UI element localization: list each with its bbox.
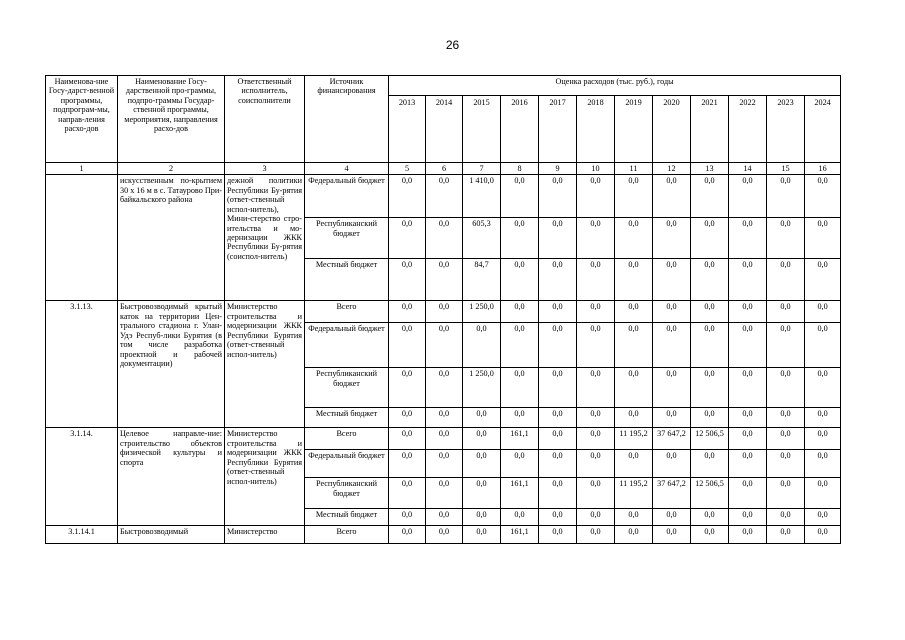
table-row [46, 526, 841, 544]
value-cell: 0,0 [615, 218, 653, 259]
value-cell: 0,0 [805, 301, 841, 323]
value-cell: 0,0 [767, 509, 805, 526]
header-year: 2023 [767, 96, 805, 163]
value-cell: 0,0 [463, 323, 501, 368]
value-cell: 0,0 [539, 509, 577, 526]
value-cell: 0,0 [615, 301, 653, 323]
value-cell: 0,0 [389, 323, 426, 368]
row-code: 3.1.14.1 [46, 526, 118, 544]
value-cell: 0,0 [805, 526, 841, 544]
header-event: Наименование Госу-дарственной про-граммы, подпро-граммы Государ-ственной программы, мероприятия, направления расхо-дов [118, 76, 225, 163]
value-cell: 0,0 [389, 218, 426, 259]
value-cell: 1 410,0 [463, 175, 501, 218]
column-number: 6 [426, 163, 463, 175]
value-cell: 0,0 [577, 259, 615, 301]
value-cell: 0,0 [539, 368, 577, 408]
value-cell: 0,0 [426, 509, 463, 526]
header-executor: Ответственный исполнитель, соисполнители [225, 76, 305, 163]
value-cell: 0,0 [729, 478, 767, 509]
header-year: 2021 [691, 96, 729, 163]
value-cell: 0,0 [615, 259, 653, 301]
column-number: 1 [46, 163, 118, 175]
value-cell: 37 647,2 [653, 428, 691, 450]
header-estimate: Оценка расходов (тыс. руб.), годы [389, 76, 841, 96]
value-cell: 0,0 [729, 301, 767, 323]
value-cell: 0,0 [539, 428, 577, 450]
value-cell: 0,0 [463, 509, 501, 526]
value-cell: 0,0 [426, 408, 463, 428]
value-cell: 161,1 [501, 478, 539, 509]
row-executor: Министерство строительства и модернизации ЖКК Республики Бурятия (ответ-ственный испол-нитель) [225, 301, 305, 428]
value-cell: 0,0 [463, 450, 501, 478]
value-cell: 0,0 [539, 478, 577, 509]
row-funding-source: Всего [305, 526, 389, 544]
value-cell: 0,0 [729, 450, 767, 478]
value-cell: 0,0 [767, 259, 805, 301]
value-cell: 0,0 [389, 301, 426, 323]
value-cell: 0,0 [426, 323, 463, 368]
header-source: Источник финансирования [305, 76, 389, 163]
value-cell: 0,0 [539, 323, 577, 368]
value-cell: 0,0 [426, 259, 463, 301]
value-cell: 0,0 [729, 259, 767, 301]
column-number: 8 [501, 163, 539, 175]
row-executor: Министерство [225, 526, 305, 544]
column-number: 14 [729, 163, 767, 175]
value-cell: 0,0 [426, 526, 463, 544]
value-cell: 0,0 [577, 526, 615, 544]
value-cell: 0,0 [426, 368, 463, 408]
value-cell: 0,0 [501, 301, 539, 323]
value-cell: 0,0 [539, 408, 577, 428]
value-cell: 0,0 [539, 259, 577, 301]
value-cell: 0,0 [767, 450, 805, 478]
value-cell: 0,0 [463, 526, 501, 544]
value-cell: 0,0 [577, 478, 615, 509]
value-cell: 0,0 [691, 450, 729, 478]
value-cell: 0,0 [691, 368, 729, 408]
value-cell: 161,1 [501, 526, 539, 544]
header-year: 2019 [615, 96, 653, 163]
header-program: Наименова-ние Госу-дарст-венной программы, подпрограм-мы, направ-ления расхо-дов [46, 76, 118, 163]
value-cell: 0,0 [691, 259, 729, 301]
value-cell: 11 195,2 [615, 428, 653, 450]
row-executor: Министерство строительства и модернизации ЖКК Республики Бурятия (ответ-ственный испол-нитель) [225, 428, 305, 526]
value-cell: 0,0 [389, 408, 426, 428]
header-year: 2014 [426, 96, 463, 163]
value-cell: 0,0 [729, 175, 767, 218]
table-row [46, 301, 841, 323]
value-cell: 0,0 [615, 509, 653, 526]
value-cell: 0,0 [653, 175, 691, 218]
column-number: 10 [577, 163, 615, 175]
value-cell: 0,0 [577, 323, 615, 368]
value-cell: 0,0 [653, 450, 691, 478]
value-cell: 0,0 [729, 509, 767, 526]
value-cell: 0,0 [389, 428, 426, 450]
row-event-name: Целевое направле-ние: строительство объектов физической культуры и спорта [118, 428, 225, 526]
value-cell: 0,0 [389, 368, 426, 408]
value-cell: 0,0 [501, 509, 539, 526]
value-cell: 0,0 [653, 408, 691, 428]
value-cell: 0,0 [691, 509, 729, 526]
column-number: 7 [463, 163, 501, 175]
row-funding-source: Республиканский бюджет [305, 478, 389, 509]
value-cell: 0,0 [389, 526, 426, 544]
row-funding-source: Местный бюджет [305, 408, 389, 428]
value-cell: 0,0 [729, 323, 767, 368]
value-cell: 0,0 [389, 509, 426, 526]
value-cell: 0,0 [615, 175, 653, 218]
value-cell: 0,0 [426, 218, 463, 259]
table-header [46, 76, 841, 175]
value-cell: 0,0 [653, 368, 691, 408]
value-cell: 0,0 [805, 323, 841, 368]
value-cell: 0,0 [691, 175, 729, 218]
value-cell: 0,0 [389, 450, 426, 478]
value-cell: 0,0 [577, 218, 615, 259]
value-cell: 0,0 [767, 526, 805, 544]
value-cell: 0,0 [805, 450, 841, 478]
table-row [46, 175, 841, 218]
value-cell: 0,0 [463, 428, 501, 450]
column-number: 9 [539, 163, 577, 175]
value-cell: 0,0 [653, 509, 691, 526]
value-cell: 0,0 [767, 175, 805, 218]
value-cell: 0,0 [577, 428, 615, 450]
value-cell: 0,0 [729, 368, 767, 408]
header-year: 2013 [389, 96, 426, 163]
expenditure-table [45, 75, 841, 544]
value-cell: 0,0 [691, 301, 729, 323]
value-cell: 1 250,0 [463, 301, 501, 323]
value-cell: 0,0 [426, 301, 463, 323]
value-cell: 0,0 [805, 428, 841, 450]
value-cell: 0,0 [767, 218, 805, 259]
value-cell: 0,0 [539, 526, 577, 544]
value-cell: 0,0 [805, 368, 841, 408]
column-number: 13 [691, 163, 729, 175]
header-year: 2024 [805, 96, 841, 163]
value-cell: 0,0 [426, 175, 463, 218]
value-cell: 12 506,5 [691, 428, 729, 450]
table-row [46, 428, 841, 450]
value-cell: 0,0 [501, 175, 539, 218]
value-cell: 0,0 [577, 509, 615, 526]
value-cell: 0,0 [577, 301, 615, 323]
row-funding-source: Республиканский бюджет [305, 218, 389, 259]
value-cell: 0,0 [577, 175, 615, 218]
row-event-name: Быстровозводимый крытый каток на территории Цен-трального стадиона г. Улан-Удэ Респуб-лики Бурятия (в том числе разработка проектной и рабочей документации) [118, 301, 225, 428]
value-cell: 0,0 [577, 408, 615, 428]
value-cell: 0,0 [767, 428, 805, 450]
column-number: 2 [118, 163, 225, 175]
header-year: 2015 [463, 96, 501, 163]
value-cell: 0,0 [805, 175, 841, 218]
row-funding-source: Всего [305, 428, 389, 450]
value-cell: 0,0 [767, 478, 805, 509]
row-funding-source: Федеральный бюджет [305, 323, 389, 368]
value-cell: 605,3 [463, 218, 501, 259]
column-number: 4 [305, 163, 389, 175]
row-funding-source: Республиканский бюджет [305, 368, 389, 408]
row-code [46, 175, 118, 301]
value-cell: 0,0 [653, 301, 691, 323]
value-cell: 0,0 [463, 478, 501, 509]
value-cell: 0,0 [691, 408, 729, 428]
value-cell: 0,0 [501, 323, 539, 368]
row-funding-source: Местный бюджет [305, 509, 389, 526]
row-code: 3.1.13. [46, 301, 118, 428]
value-cell: 0,0 [539, 450, 577, 478]
value-cell: 0,0 [729, 408, 767, 428]
column-number: 3 [225, 163, 305, 175]
row-event-name: Быстровозводимый [118, 526, 225, 544]
value-cell: 0,0 [653, 218, 691, 259]
value-cell: 11 195,2 [615, 478, 653, 509]
value-cell: 0,0 [577, 450, 615, 478]
row-event-name: искусственным по-крытием 30 х 16 м в с. Татаурово При-байкальского района [118, 175, 225, 301]
value-cell: 0,0 [805, 408, 841, 428]
value-cell: 0,0 [615, 450, 653, 478]
value-cell: 0,0 [539, 175, 577, 218]
value-cell: 0,0 [615, 323, 653, 368]
value-cell: 0,0 [426, 450, 463, 478]
column-number: 15 [767, 163, 805, 175]
value-cell: 0,0 [767, 301, 805, 323]
value-cell: 12 506,5 [691, 478, 729, 509]
value-cell: 0,0 [501, 450, 539, 478]
value-cell: 161,1 [501, 428, 539, 450]
value-cell: 0,0 [389, 259, 426, 301]
row-funding-source: Федеральный бюджет [305, 450, 389, 478]
row-funding-source: Местный бюджет [305, 259, 389, 301]
column-number: 5 [389, 163, 426, 175]
value-cell: 0,0 [729, 428, 767, 450]
value-cell: 0,0 [767, 323, 805, 368]
value-cell: 0,0 [805, 218, 841, 259]
row-funding-source: Всего [305, 301, 389, 323]
value-cell: 0,0 [729, 526, 767, 544]
header-year: 2017 [539, 96, 577, 163]
value-cell: 0,0 [653, 259, 691, 301]
column-number: 11 [615, 163, 653, 175]
value-cell: 0,0 [805, 259, 841, 301]
value-cell: 0,0 [805, 478, 841, 509]
value-cell: 0,0 [691, 526, 729, 544]
value-cell: 0,0 [501, 408, 539, 428]
value-cell: 0,0 [653, 526, 691, 544]
value-cell: 0,0 [389, 175, 426, 218]
value-cell: 0,0 [463, 408, 501, 428]
column-number: 12 [653, 163, 691, 175]
column-numbers-row [46, 163, 841, 175]
value-cell: 0,0 [653, 323, 691, 368]
header-year: 2018 [577, 96, 615, 163]
value-cell: 0,0 [691, 323, 729, 368]
value-cell: 0,0 [615, 408, 653, 428]
value-cell: 0,0 [389, 478, 426, 509]
value-cell: 0,0 [691, 218, 729, 259]
value-cell: 0,0 [426, 428, 463, 450]
value-cell: 0,0 [767, 368, 805, 408]
header-year: 2016 [501, 96, 539, 163]
header-year: 2020 [653, 96, 691, 163]
value-cell: 0,0 [426, 478, 463, 509]
value-cell: 0,0 [615, 368, 653, 408]
row-code: 3.1.14. [46, 428, 118, 526]
page-number: 26 [445, 38, 460, 52]
value-cell: 0,0 [615, 526, 653, 544]
value-cell: 0,0 [577, 368, 615, 408]
value-cell: 84,7 [463, 259, 501, 301]
value-cell: 0,0 [805, 509, 841, 526]
table-body [46, 175, 841, 544]
value-cell: 0,0 [501, 259, 539, 301]
value-cell: 0,0 [501, 368, 539, 408]
value-cell: 37 647,2 [653, 478, 691, 509]
value-cell: 1 250,0 [463, 368, 501, 408]
header-year: 2022 [729, 96, 767, 163]
value-cell: 0,0 [539, 218, 577, 259]
row-executor: дежной политики Республики Бу-рятия (ответ-ственный испол-нитель), Мини-стерство стро-ительства и мо-дернизации ЖКК Республики Бу-рятия (соиспол-нитель) [225, 175, 305, 301]
value-cell: 0,0 [539, 301, 577, 323]
value-cell: 0,0 [501, 218, 539, 259]
value-cell: 0,0 [729, 218, 767, 259]
value-cell: 0,0 [767, 408, 805, 428]
row-funding-source: Федеральный бюджет [305, 175, 389, 218]
column-number: 16 [805, 163, 841, 175]
